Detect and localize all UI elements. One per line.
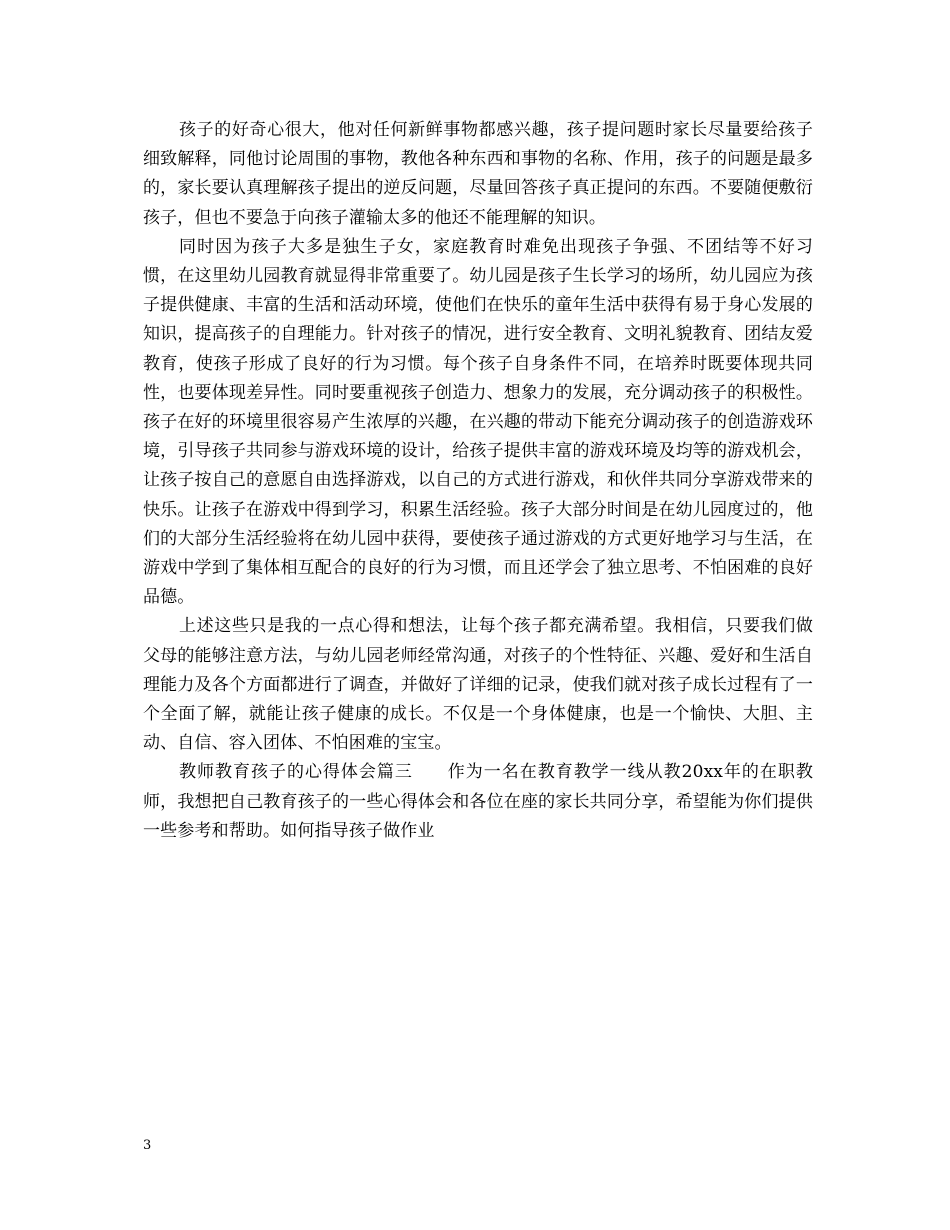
paragraph-kindergarten-education: 同时因为孩子大多是独生子女，家庭教育时难免出现孩子争强、不团结等不好习惯，在这里幼儿园教育就显得非常重要了。幼儿园是孩子生长学习的场所，幼儿园应为孩子提供健康、丰富的生活和活动环境，使他们在快乐的童年生活中获得有易于身心发展的知识，提高孩子的自理能力。针对孩子的情况，进行安全教育、文明礼貌教育、团结友爱教育，使孩子形成了良好的行为习惯。每个孩子自身条件不同，在培养时既要体现共同性，也要体现差异性。同时要重视孩子创造力、想象力的发展，充分调动孩子的积极性。孩子在好的环境里很容易产生浓厚的兴趣，在兴趣的带动下能充分调动孩子的创造游戏环境，引导孩子共同参与游戏环境的设计，给孩子提供丰富的游戏环境及均等的游戏机会，让孩子按自己的意愿自由选择游戏，以自己的方式进行游戏，和伙伴共同分享游戏带来的快乐。让孩子在游戏中得到学习，积累生活经验。孩子大部分时间是在幼儿园度过的，他们的大部分生活经验将在幼儿园中获得，要使孩子通过游戏的方式更好地学习与生活，在游戏中学到了集体相互配合的良好的行为习惯，而且还学会了独立思考、不怕困难的良好品德。 (143, 236, 813, 608)
paragraph-reflections: 上述这些只是我的一点心得和想法，让每个孩子都充满希望。我相信，只要我们做父母的能够注意方法，与幼儿园老师经常沟通，对孩子的个性特征、兴趣、爱好和生活自理能力及各个方面都进行了调查，并做好了详细的记录，使我们就对孩子成长过程有了一个全面了解，就能让孩子健康的成长。不仅是一个身体健康，也是一个愉快、大胆、主动、自信、容入团体、不怕困难的宝宝。 (143, 616, 813, 754)
page-number: 3 (143, 1138, 152, 1153)
section-heading: 教师教育孩子的心得体会篇三 (179, 762, 413, 783)
paragraph-section-three (143, 758, 813, 846)
paragraph-curiosity: 孩子的好奇心很大，他对任何新鲜事物都感兴趣，孩子提问题时家长尽量要给孩子细致解释，同他讨论周围的事物，教他各种东西和事物的名称、作用，孩子的问题是最多的，家长要认真理解孩子提出的逆反问题，尽量回答孩子真正提问的东西。不要随便敷衍孩子，但也不要急于向孩子灌输太多的他还不能理解的知识。 (143, 120, 813, 228)
document-body (143, 116, 813, 846)
section-body-text: 作为一名在教育教学一线从教20xx年的在职教师，我想把自己教育孩子的一些心得体会和各位在座的家长共同分享，希望能为你们提供一些参考和帮助。如何指导孩子做作业 (143, 762, 814, 841)
